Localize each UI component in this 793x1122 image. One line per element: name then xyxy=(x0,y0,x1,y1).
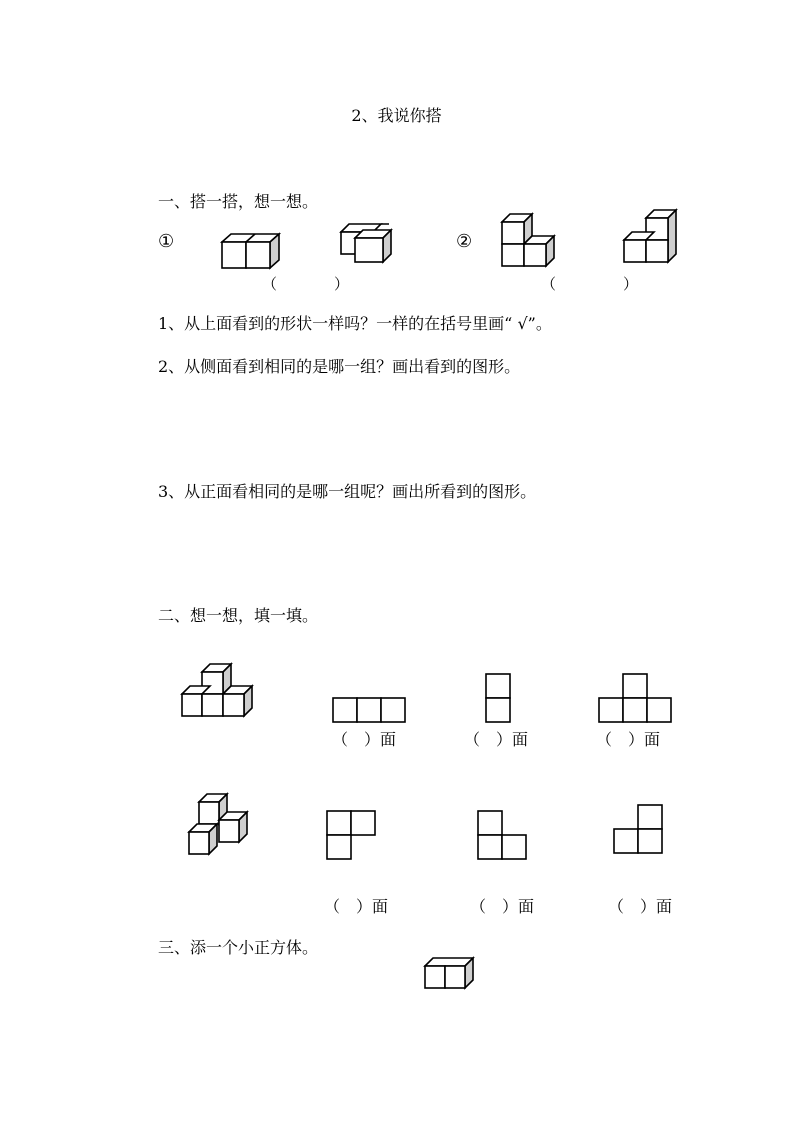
view-row2-c xyxy=(614,805,664,855)
question-2: 2、从侧面看到相同的是哪一组？画出看到的图形。 xyxy=(158,357,521,376)
question-3: 3、从正面看相同的是哪一组呢？画出所看到的图形。 xyxy=(158,482,537,501)
answer-paren-open-1: （ xyxy=(262,275,278,293)
row2-label-2: （ ）面 xyxy=(470,897,535,916)
section1-heading: 一、搭一搭，想一想。 xyxy=(158,192,319,211)
view-row1-c xyxy=(599,674,673,724)
section2-heading: 二、想一想，填一填。 xyxy=(158,606,319,625)
view-row1-b xyxy=(486,674,512,724)
cube-figure-1b xyxy=(341,222,397,266)
cube-figure-2b xyxy=(624,210,680,266)
row2-label-1: （ ）面 xyxy=(324,897,389,916)
answer-paren-close-2: ） xyxy=(623,275,639,293)
cube-figure-1a xyxy=(222,230,286,272)
view-row1-a xyxy=(333,698,407,724)
cube-figure-2a xyxy=(502,214,558,270)
answer-paren-close-1: ） xyxy=(334,275,350,293)
section3-heading: 三、添一个小正方体。 xyxy=(158,938,319,957)
view-row2-a xyxy=(327,811,377,861)
row1-label-3: （ ）面 xyxy=(596,730,661,749)
view-row2-b xyxy=(478,811,528,861)
question-1: 1、从上面看到的形状一样吗？一样的在括号里画“ √”。 xyxy=(158,314,552,333)
answer-paren-open-2: （ xyxy=(541,275,557,293)
row1-label-1: （ ）面 xyxy=(332,730,397,749)
group1-marker: ① xyxy=(158,231,175,252)
cube-figure-section3 xyxy=(425,958,479,994)
cube-figure-row2 xyxy=(189,794,253,856)
cube-figure-row1 xyxy=(182,664,258,720)
page-title: 2、我说你搭 xyxy=(351,106,442,125)
row1-label-2: （ ）面 xyxy=(464,730,529,749)
row2-label-3: （ ）面 xyxy=(608,897,673,916)
group2-marker: ② xyxy=(456,231,473,252)
